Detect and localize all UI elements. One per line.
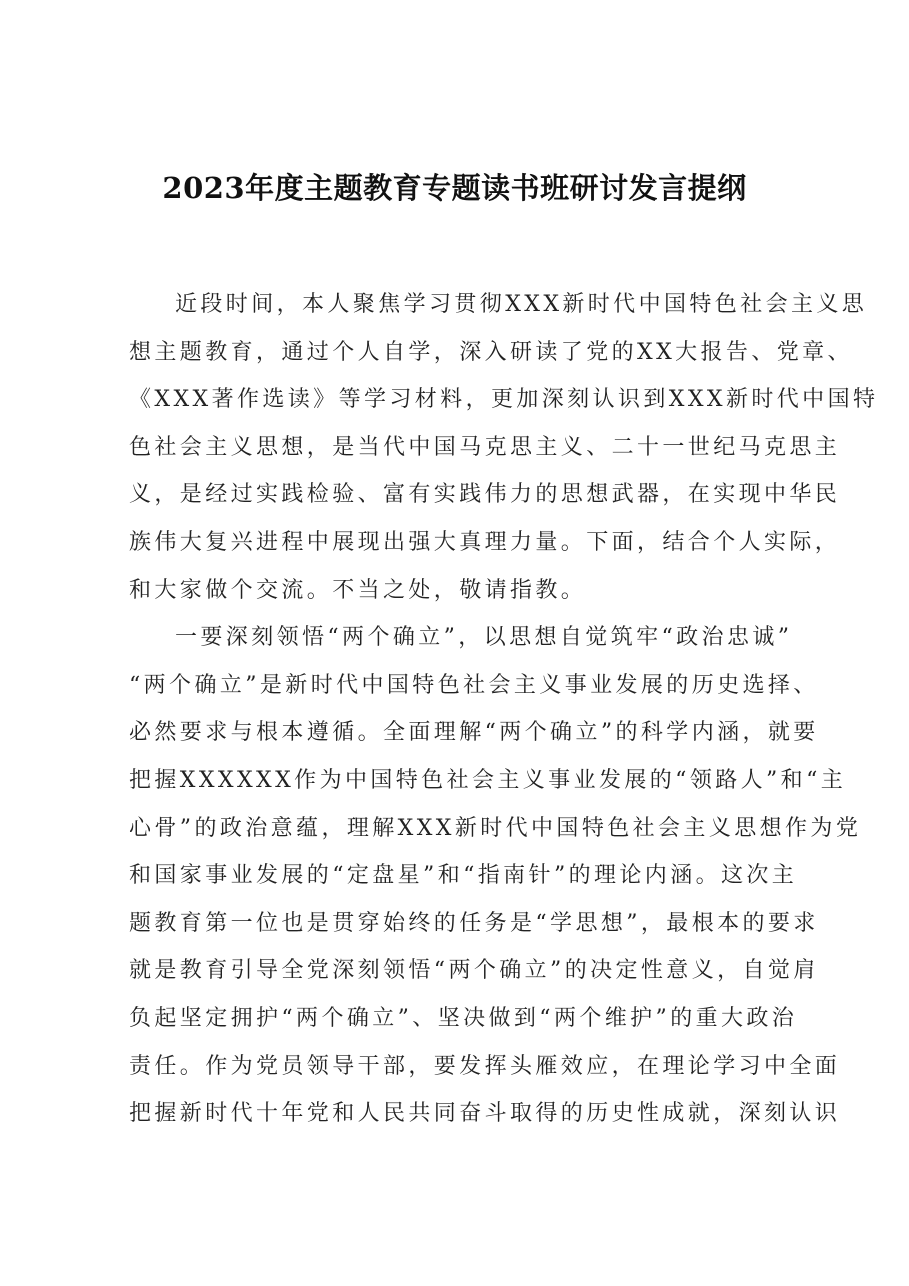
paragraph-line: 近段时间，本人聚焦学习贯彻XXX新时代中国特色社会主义思: [175, 292, 868, 317]
paragraph-line: 就是教育引导全党深刻领悟“两个确立”的决定性意义，自觉肩: [129, 958, 819, 984]
paragraph-line: 和国家事业发展的“定盘星”和“指南针”的理论内涵。这次主: [129, 863, 798, 889]
section-heading-line: 一要深刻领悟“两个确立”，以思想自觉筑牢“政治忠诚”: [175, 625, 793, 651]
document-body: [129, 281, 879, 1138]
paragraph-line: 想主题教育，通过个人自学，深入研读了党的XX大报告、党章、: [129, 339, 853, 365]
paragraph-line: 负起坚定拥护“两个确立”、坚决做到“两个维护”的重大政治: [129, 1005, 798, 1031]
paragraph-line: 和大家做个交流。不当之处，敬请指教。: [129, 577, 587, 603]
paragraph-line: “两个确立”是新时代中国特色社会主义事业发展的历史选择、: [129, 672, 819, 698]
paragraph-line: 《XXX著作选读》等学习材料，更加深刻认识到XXX新时代中国特: [129, 387, 879, 413]
paragraph-line: 责任。作为党员领导干部，要发挥头雁效应，在理论学习中全面: [129, 1053, 841, 1079]
paragraph-line: 心骨”的政治意蕴，理解XXX新时代中国特色社会主义思想作为党: [129, 815, 862, 841]
paragraph-line: 题教育第一位也是贯穿始终的任务是“学思想”，最根本的要求: [129, 910, 819, 936]
paragraph-line: 把握新时代十年党和人民共同奋斗取得的历史性成就，深刻认识: [129, 1101, 841, 1127]
paragraph-line: 必然要求与根本遵循。全面理解“两个确立”的科学内涵，就要: [129, 720, 819, 746]
paragraph-line: 义，是经过实践检验、富有实践伟力的思想武器，在实现中华民: [129, 482, 841, 508]
paragraph-line: 色社会主义思想，是当代中国马克思主义、二十一世纪马克思主: [129, 434, 841, 460]
paragraph-line: 族伟大复兴进程中展现出强大真理力量。下面，结合个人实际，: [129, 529, 841, 555]
document-title: 2023年度主题教育专题读书班研讨发言提纲: [162, 171, 747, 205]
paragraph-line: 把握XXXXXX作为中国特色社会主义事业发展的“领路人”和“主: [129, 767, 847, 793]
